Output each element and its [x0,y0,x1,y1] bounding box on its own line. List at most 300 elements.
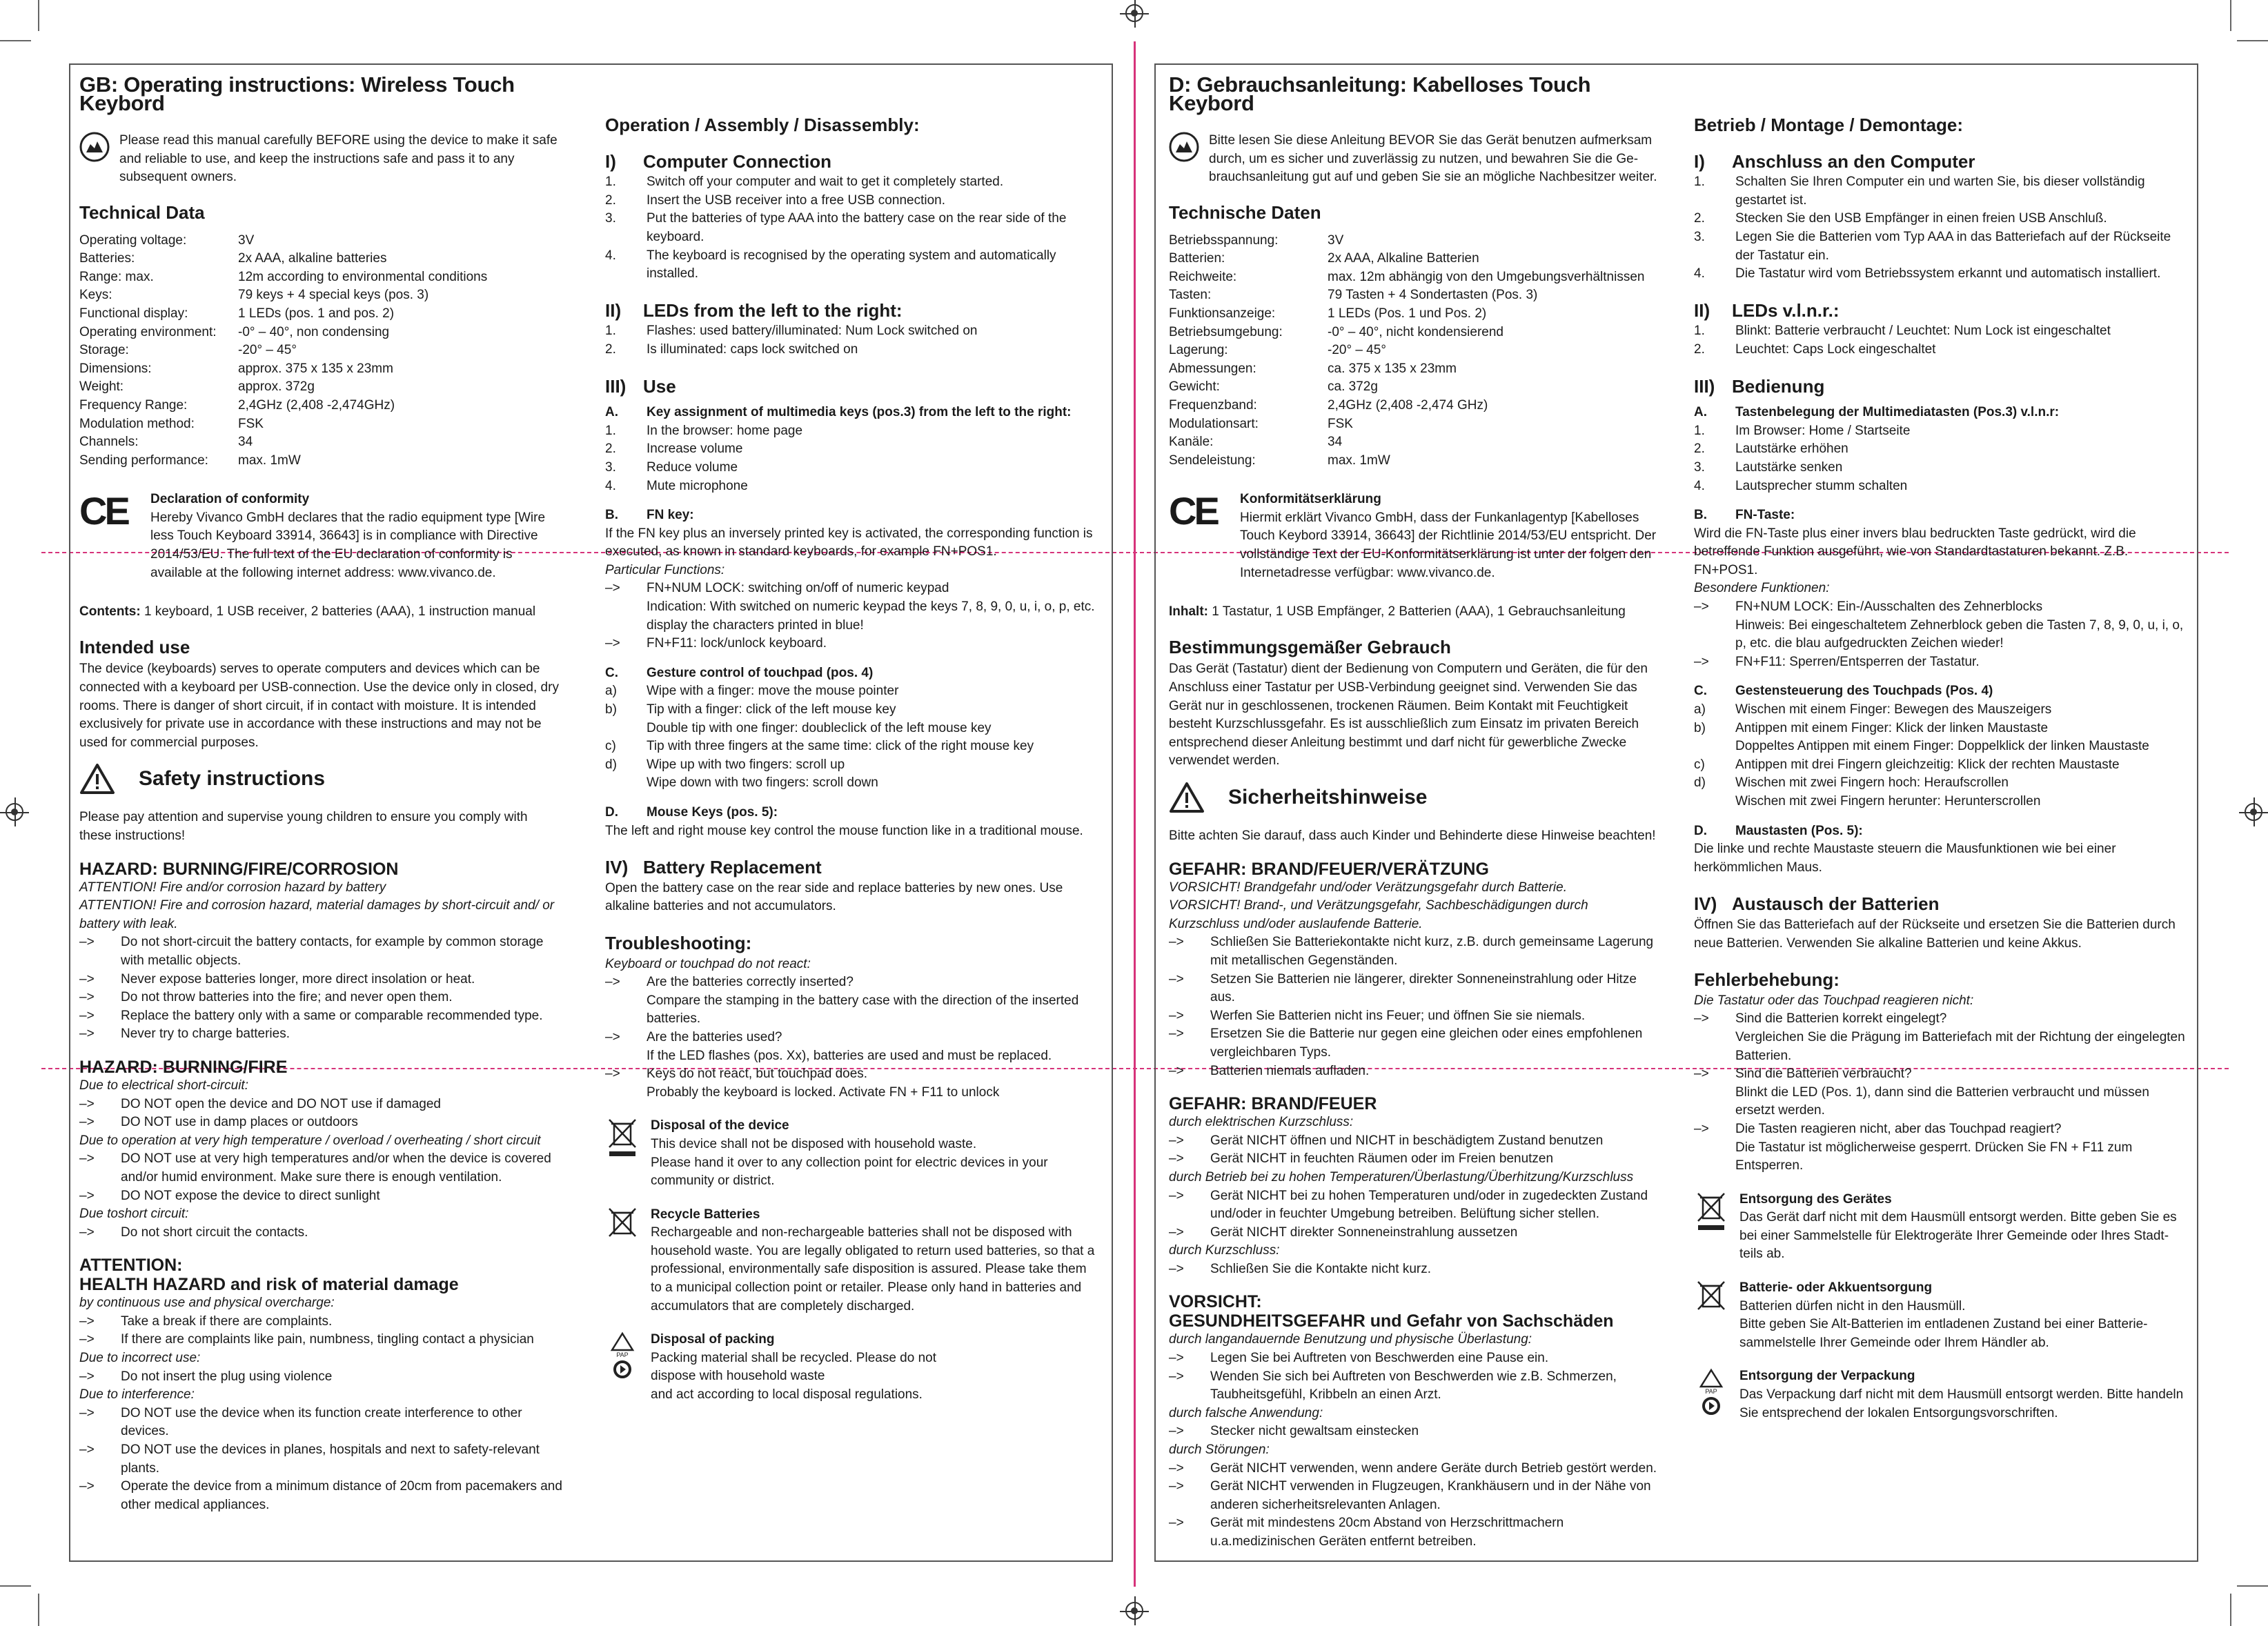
arrow-icon: –> [1694,1011,1709,1027]
list-item-text: Lautsprecher stumm schalten [1735,478,1908,493]
list-item-text: Gerät NICHT öffnen und NICHT in beschädigtem Zustand benutzen [1210,1133,1604,1148]
list-item [1694,477,2187,496]
section-heading [1694,895,2187,913]
list-item [79,989,562,1007]
list-item [605,341,1098,359]
subsection-title: Maustasten (Pos. 5): [1735,823,1863,838]
tech-value: -20° – 45° [238,343,297,358]
list-item [1694,322,2187,341]
list-item-label: a) [1694,702,1706,717]
list-item [1169,1349,1662,1368]
list-item-text: Tip with a finger: click of the left mouse key Double tip with one finger: doubleclick of the left mouse key [647,702,992,735]
list-item-number: 2. [1694,211,1705,226]
list-item [605,579,1098,635]
list-item-number: 1. [1694,175,1705,190]
tech-value: -0° – 40°, nicht kondensierend [1328,324,1503,339]
list-item-text: Are the batteries correctly inserted? Compare the stamping in the battery case with the direction of the inserted batteries. [647,975,1079,1027]
list-item-number: 1. [605,175,616,190]
list-item-text: Antippen mit drei Fingern gleichzeitig: Klick der rechten Maustaste [1735,757,2120,772]
list-item-number: 4. [605,248,616,263]
list-item-number: 2. [605,192,616,208]
list-item-text: FN+F11: lock/unlock keyboard. [647,636,827,651]
contents-line [1169,603,1662,622]
arrow-icon: –> [1169,1424,1184,1439]
list-item [79,1095,562,1114]
hazard-heading: HAZARD: BURNING/FIRE [79,1057,288,1077]
list-item [1694,774,2187,811]
tech-value: approx. 375 x 135 x 23mm [238,361,393,376]
list-item-text: Is illuminated: caps lock switched on [647,341,858,357]
list-item [605,422,1098,441]
gesture-list [605,682,1098,793]
subsection-heading [605,506,1098,525]
list-item-text: Schließen Sie die Kontakte nicht kurz. [1210,1261,1432,1276]
tech-label: Batteries: [79,251,135,266]
crop-mark [2230,0,2231,31]
list-item [605,322,1098,341]
list-item [79,1331,562,1349]
hazard-list [79,1313,562,1349]
packing-disposal-block [1694,1367,2187,1422]
tech-value: 79 Tasten + 4 Sondertasten (Pos. 3) [1328,288,1538,303]
list-item-text: Put the batteries of type AAA into the battery case on the rear side of the keyboard. [647,211,1067,244]
crossed-bin-icon [605,1117,640,1158]
tech-value: max. 12m abhängig von den Umgebungsverhältnissen [1328,269,1645,284]
list-item [79,1224,562,1242]
list-item-text: DO NOT use the device when its function create interference to other devices. [121,1405,522,1439]
subsection-label: A. [1694,405,1707,420]
section-number: III) [1694,375,1715,397]
attention-heading: GESUNDHEITSGEFAHR und Gefahr von Sachschäden [1169,1311,1614,1331]
list-item-text: Are the batteries used? If the LED flashes (pos. Xx), batteries are used and must be replaced. [647,1029,1052,1063]
list-item [1169,1187,1662,1224]
list-item-number: 3. [1694,229,1705,244]
hazard-note: Due to operation at very high temperature / overload / overheating / short circuit [79,1133,541,1148]
list-item [605,459,1098,477]
list-item [1694,440,2187,459]
subsection-heading [605,664,1098,683]
arrow-icon: –> [1169,1027,1184,1042]
hazard-note: VORSICHT! Brandgefahr und/oder Verätzungsgefahr durch Batterie. [1169,880,1567,895]
hazard-note: durch falsche Anwendung: [1169,1405,1323,1420]
disposal-heading: Batterie- oder Akkuentsorgung [1739,1280,1933,1296]
list-item [1694,422,2187,441]
list-item [1169,1132,1662,1151]
conformity-block [1169,490,1662,582]
intro-text: Please read this manual carefully BEFORE using the device to make it safe and reliable to use, and keep the instructions safe and pass it to any subsequent owners. [119,133,558,185]
section-heading [605,152,1098,171]
list-item-text: Legen Sie die Batterien vom Typ AAA in das Batteriefach auf der Rückseite der Tastatur ein. [1735,229,2171,263]
troubleshooting-list [1694,1010,2187,1175]
list-item [1169,1150,1662,1169]
subsection-heading [1694,506,2187,525]
disposal-text: Packing material shall be recycled. Please do not dispose with household waste and act according to local disposal regulations. [651,1350,937,1402]
mouse-keys-text: The left and right mouse key control the mouse function like in a traditional mouse. [605,823,1083,838]
tech-value: 34 [1328,435,1343,450]
pap-label: PAP [1705,1388,1717,1396]
troubleshooting-list [605,973,1098,1102]
arrow-icon: –> [79,971,95,986]
list-item [605,1065,1098,1102]
list-item-text: Die Tasten reagieren nicht, aber das Touchpad reagiert? Die Tastatur ist möglicherweise gesperrt. Drücken Sie FN + F11 zum Entsperren. [1735,1121,2133,1173]
list-item-text: Gerät NICHT verwenden in Flugzeugen, Krankhäusern und in der Nähe von anderen sicherheitsrelevanten Anlagen. [1210,1479,1651,1512]
list-item [1169,1460,1662,1478]
arrow-icon: –> [79,1027,95,1042]
list-item-text: Im Browser: Home / Startseite [1735,423,1911,438]
arrow-icon: –> [1169,1063,1184,1078]
contents-line [79,603,562,622]
tech-label: Functional display: [79,306,188,321]
de-column-2 [1694,116,2187,1422]
hazard-heading: GEFAHR: BRAND/FEUER/VERÄTZUNG [1169,859,1489,879]
list-item-number: 4. [605,478,616,493]
gb-column-2 [605,116,1098,1405]
attention-heading: ATTENTION: [79,1256,183,1276]
list-item-text: Gerät NICHT direkter Sonneneinstrahlung aussetzen [1210,1225,1518,1240]
arrow-icon: –> [605,1029,620,1044]
list-item [79,1113,562,1132]
list-item-label: c) [605,739,616,754]
list-item [1169,1007,1662,1026]
arrow-icon: –> [1169,1516,1184,1531]
subsection-label: C. [605,665,618,680]
section-title: Battery Replacement [643,857,822,878]
list-item-number: 1. [605,423,616,438]
list-item-number: 3. [1694,459,1705,475]
tech-label: Modulationsart: [1169,416,1259,431]
arrow-icon: –> [1169,1351,1184,1366]
section-number: III) [605,375,627,397]
list-item-text: Replace the battery only with a same or comparable recommended type. [121,1008,543,1023]
list-item-number: 2. [1694,442,1705,457]
disposal-text: This device shall not be disposed with household waste. Please hand it over to any collection point for electric devices in your community or district. [651,1136,1048,1189]
crop-mark [0,40,31,41]
hazard-note: Due toshort circuit: [79,1207,189,1222]
subsection-heading [605,404,1098,422]
disposal-text: Das Gerät darf nicht mit dem Hausmüll entsorgt werden. Bitte geben Sie es bei einer Sammelstelle für Elektrogeräte Ihrer Gemeinde oder Ihres Stadt-teils ab. [1739,1210,2177,1262]
arrow-icon: –> [605,581,620,596]
section-heading [605,377,1098,396]
list-item-text: Lautstärke senken [1735,459,1843,475]
arrow-icon: –> [1169,1369,1184,1384]
tech-label: Abmessungen: [1169,361,1256,376]
list-item-label: d) [1694,775,1706,791]
tech-value: approx. 372g [238,379,315,395]
arrow-icon: –> [1169,971,1184,986]
operation-heading: Operation / Assembly / Disassembly: [605,115,920,135]
list-item [79,971,562,989]
registration-mark-icon [2245,803,2262,821]
list-item-number: 4. [1694,478,1705,493]
arrow-icon: –> [1169,1261,1184,1276]
tech-label: Operating environment: [79,324,217,339]
subsection-title: FN key: [647,508,694,523]
list-item-label: a) [605,684,617,699]
hazard-note: durch Störungen: [1169,1442,1270,1458]
list-item-text: Wischen mit zwei Fingern hoch: Heraufscrollen Wischen mit zwei Fingern herunter: Herunterscrollen [1735,775,2041,809]
list-item [1169,933,1662,970]
crop-mark [2237,40,2268,41]
list-item [1169,1025,1662,1062]
pap-recycle-icon [605,1331,640,1379]
arrow-icon: –> [1694,654,1709,669]
subsection-label: C. [1694,684,1707,699]
safety-heading: Sicherheitshinweise [1228,785,1428,809]
recycle-batteries-block [605,1206,1098,1316]
arrow-icon: –> [79,1369,95,1384]
list-item-text: If there are complaints like pain, numbness, tingling contact a physician [121,1332,534,1347]
arrow-icon: –> [605,1067,620,1082]
section-heading [1694,152,2187,171]
list-item-text: DO NOT use in damp places or outdoors [121,1115,358,1130]
arrow-icon: –> [1694,1121,1709,1136]
list-item [605,756,1098,793]
arrow-icon: –> [79,935,95,950]
list-item [605,210,1098,246]
hazard-list [1169,1187,1662,1242]
arrow-icon: –> [79,1008,95,1023]
disposal-text: Batterien dürfen nicht in den Hausmüll. Bitte geben Sie Alt-Batterien im entladenen Zustand bei einer Batterie- sammelstelle Ihrer Gemeinde oder Ihrem Händler ab. [1739,1298,2148,1350]
subsection-title: Gesture control of touchpad (pos. 4) [647,665,874,680]
list-item-text: Gerät mit mindestens 20cm Abstand von Herzschrittmachern u.a.medizinischen Geräten entfernt betreiben. [1210,1516,1564,1549]
list-item-text: DO NOT expose the device to direct sunlight [121,1188,380,1203]
list-item-text: Take a break if there are complaints. [121,1313,333,1329]
list-item [79,1441,562,1478]
fn-text-content: If the FN key plus an inversely printed key is activated, the corresponding function is executed, as known in standard keyboards, for example FN+POS1. [605,526,1093,559]
arrow-icon: –> [1169,1479,1184,1494]
list-item [605,682,1098,701]
list-item-text: Sind die Batterien verbraucht? Blinkt die LED (Pos. 1), dann sind die Batterien verbraucht und müssen ersetzt werden. [1735,1067,2149,1118]
arrow-icon: –> [1169,1225,1184,1240]
hazard-list [1169,1132,1662,1169]
conformity-text: Hiermit erklärt Vivanco GmbH, dass der Funkanlagentyp [Kabelloses Touch Keybord 33914, 36643] der Richtlinie 2014/53/EU entspricht. Der vollständige Text der EU-Konformitätserklärung ist unter der folgen den Internetadresse verfügbar: www.vivanco.de. [1240,510,1657,580]
contents-label: Inhalt: [1169,604,1208,619]
arrow-icon: –> [79,1225,95,1240]
intro-block [1169,132,1662,187]
list-item [79,933,562,970]
gesture-list [1694,701,2187,811]
tech-value: 2x AAA, alkaline batteries [238,251,387,266]
hazard-list [79,1368,562,1387]
troubleshooting-note: Die Tastatur oder das Touchpad reagieren nicht: [1694,993,1974,1008]
list-item [1694,653,2187,672]
list-item-label: b) [605,702,617,717]
tech-label: Reichweite: [1169,269,1237,284]
section-number: IV) [605,857,629,878]
safety-heading-block [1169,782,1662,813]
recycle-batteries-block [1694,1279,2187,1352]
list-item [1694,756,2187,775]
attention-heading: HEALTH HAZARD and risk of material damage [79,1275,459,1295]
section-title: Use [643,375,676,397]
list-item-text: Sind die Batterien korrekt eingelegt? Vergleichen Sie die Prägung im Batteriefach mit der Richtung der eingelegten Batterien. [1735,1011,2185,1063]
crossed-bin-icon [1694,1191,1728,1232]
contents-text: 1 keyboard, 1 USB receiver, 2 batteries (AAA), 1 instruction manual [144,604,536,619]
crossed-bin-icon [605,1206,640,1240]
list-item-text: Leuchtet: Caps Lock eingeschaltet [1735,341,1936,357]
tech-value: -0° – 40°, non condensing [238,324,390,339]
list-item [605,1029,1098,1065]
tech-value: 79 keys + 4 special keys (pos. 3) [238,288,429,303]
ce-mark-icon: CE [1169,489,1217,533]
subsection-heading [1694,682,2187,701]
list-item-text: Do not short circuit the contacts. [121,1225,308,1240]
tech-value: 12m according to environmental conditions [238,269,488,284]
hazard-note: VORSICHT! Brand-, und Verätzungsgefahr, Sachbeschädigungen durch Kurzschluss und/oder auslaufende Batterie. [1169,898,1588,931]
disposal-heading: Disposal of the device [651,1118,789,1133]
list-item-text: DO NOT open the device and DO NOT use if damaged [121,1096,441,1111]
conformity-text: Hereby Vivanco GmbH declares that the radio equipment type [Wire less Touch Keyboard 33914, 36643] is in compliance with Directive 2014/53/EU. The full text of the EU declaration of conformity is available at the following internet address: www.vivanco.de. [150,510,546,580]
hazard-note: Due to interference: [79,1387,195,1402]
arrow-icon: –> [79,1188,95,1203]
list-item-text: Ersetzen Sie die Batterie nur gegen eine gleichen oder eines empfohlenen vergleichbaren Typs. [1210,1027,1643,1060]
list-item-number: 1. [605,324,616,339]
hazard-heading: GEFAHR: BRAND/FEUER [1169,1094,1377,1114]
registration-mark-icon [1125,4,1143,22]
tech-label: Tasten: [1169,288,1212,303]
list-item [1694,1065,2187,1120]
arrow-icon: –> [79,1442,95,1458]
list-item [1694,265,2187,284]
tech-value: 2,4GHz (2,408 -2,474 GHz) [1328,397,1488,413]
warning-triangle-icon [1169,782,1205,813]
section-heading: Bestimmungsgemäßer Gebrauch [1169,636,1451,657]
numbered-list [605,173,1098,284]
list-item-text: Setzen Sie Batterien nie längerer, direkter Sonneneinstrahlung oder Hitze aus. [1210,971,1637,1005]
arrow-icon: –> [79,990,95,1005]
mouse-keys-text: Die linke und rechte Maustaste steuern die Mausfunktionen wie bei einer herkömmlichen Maus. [1694,842,2116,875]
tech-value: -20° – 45° [1328,343,1386,358]
list-item [1169,1422,1662,1441]
fold-line [1134,41,1136,1587]
arrow-icon: –> [79,1313,95,1329]
list-item [1694,228,2187,265]
tech-label: Frequency Range: [79,397,188,413]
list-item-text: Mute microphone [647,478,748,493]
tech-label: Funktionsanzeige: [1169,306,1276,321]
section-title: LEDs v.l.n.r.: [1732,299,1840,321]
list-item-text: Never expose batteries longer, more direct insolation or heat. [121,971,475,986]
list-item-text: Wipe with a finger: move the mouse pointer [647,684,899,699]
list-item [1169,971,1662,1007]
list-item-text: Blinkt: Batterie verbraucht / Leuchtet: Num Lock ist eingeschaltet [1735,324,2111,339]
subsection-title: Key assignment of multimedia keys (pos.3) from the left to the right: [647,405,1072,420]
list-item [79,1025,562,1044]
read-manual-icon [1169,132,1199,162]
list-item [1694,459,2187,477]
safety-heading-block [79,763,562,795]
hazard-note: ATTENTION! Fire and corrosion hazard, material damages by short-circuit and/ or battery with leak. [79,898,555,931]
list-item-text: FN+NUM LOCK: switching on/off of numeric keypad Indication: With switched on numeric keypad the keys 7, 8, 9, 0, u, i, o, p, etc. display the characters printed in blue! [647,581,1095,633]
list-item-number: 2. [1694,341,1705,357]
tech-value: 2,4GHz (2,408 -2,474GHz) [238,397,395,413]
list-item-label: d) [605,757,617,772]
section-heading [1694,377,2187,396]
section-heading: Technische Daten [1169,201,1321,223]
crop-mark [38,0,39,31]
list-item [1694,1010,2187,1065]
arrow-icon: –> [1694,599,1709,615]
packing-disposal-block [605,1331,1098,1404]
list-item [605,247,1098,284]
list-item-text: Flashes: used battery/illuminated: Num Lock switched on [647,324,978,339]
list-item [605,973,1098,1029]
list-item-label: b) [1694,720,1706,735]
tech-label: Range: max. [79,269,154,284]
tech-label: Betriebsspannung: [1169,232,1279,248]
section-heading: Technical Data [79,201,205,223]
arrow-icon: –> [79,1115,95,1130]
list-item-number: 1. [1694,324,1705,339]
list-item [605,192,1098,210]
disposal-text: Das Verpackung darf nicht mit dem Hausmüll entsorgt werden. Bitte handeln Sie entsprechend der lokalen Entsorgungsvorschriften. [1739,1387,2184,1420]
list-item-text: Switch off your computer and wait to get it completely started. [647,175,1004,190]
registration-mark-icon [1125,1602,1143,1620]
arrow-icon: –> [79,1405,95,1420]
disposal-heading: Entsorgung der Verpackung [1739,1369,1915,1384]
pap-label: PAP [616,1351,629,1359]
troubleshooting-heading: Fehlerbehebung: [1694,969,1840,991]
disposal-heading: Disposal of packing [651,1332,775,1347]
subsection-title: Gestensteuerung des Touchpads (Pos. 4) [1735,684,1993,699]
hazard-list [1169,1349,1662,1405]
list-item-text: Do not short-circuit the battery contacts, for example by common storage with metallic objects. [121,935,544,968]
list-item [79,1007,562,1026]
arrow-icon: –> [1169,1460,1184,1476]
hazard-list [1169,1460,1662,1551]
hazard-list [79,1150,562,1205]
list-item-text: Gerät NICHT verwenden, wenn andere Geräte durch Betrieb gestört werden. [1210,1460,1657,1476]
section-number: I) [605,150,616,172]
tech-label: Batterien: [1169,251,1225,266]
list-item-number: 4. [1694,266,1705,281]
section-heading: Intended use [79,636,190,657]
list-item [79,1478,562,1514]
numbered-list [1694,422,2187,495]
subsection-label: A. [605,405,618,420]
crop-mark [0,1585,31,1587]
list-item-text: DO NOT use at very high temperatures and/or when the device is covered and/or humid environment. Make sure there is enough ventilation. [121,1151,551,1184]
intended-text: Das Gerät (Tastatur) dient der Bedienung von Computern und Geräten, die für den Anschluss einer Tastatur per USB-Verbindung geeignet sind. Verwenden Sie das Gerät nur in geschlossenen, trockenen Räumen. Beim Kontakt mit Feuchtigkeit besteht Kurzschlussgefahr. Es ist ausschließlich zum Einsatz im privaten Bereich entsprechend dieser Anleitung bestimmt und darf nicht für gewerbliche Zwecke verwendet werden. [1169,662,1648,769]
fn-note: Particular Functions: [605,562,725,577]
arrow-icon: –> [1169,935,1184,950]
crossed-bin-icon [1694,1279,1728,1313]
page-title: GB: Operating instructions: Wireless Touch Keybord [79,72,515,115]
disposal-heading: Recycle Batteries [651,1207,760,1222]
list-item [605,477,1098,496]
tech-value: max. 1mW [238,453,301,468]
list-item [1694,173,2187,210]
arrow-icon: –> [1169,1151,1184,1167]
tech-label: Sending performance: [79,453,208,468]
tech-label: Modulation method: [79,416,195,431]
tech-value: max. 1mW [1328,453,1390,468]
tech-value: ca. 372g [1328,379,1378,395]
subsection-heading [1694,822,2187,841]
page-title: D: Gebrauchsanleitung: Kabelloses Touch Keybord [1169,72,1591,115]
list-item-number: 3. [605,211,616,226]
ce-mark-icon: CE [79,489,128,533]
list-item [1694,341,2187,359]
hazard-list [79,1224,562,1242]
tech-label: Frequenzband: [1169,397,1257,413]
list-item [1169,1514,1662,1551]
list-item-text: DO NOT use the devices in planes, hospitals and next to safety-relevant plants. [121,1442,540,1476]
conformity-heading: Declaration of conformity [150,492,310,507]
subsection-heading [1694,404,2187,422]
tech-label: Betriebsumgebung: [1169,324,1283,339]
list-item-text: Wenden Sie sich bei Auftreten von Beschwerden wie z.B. Schmerzen, Taubheitsgefühl, Kribbeln an einen Arzt. [1210,1369,1617,1402]
